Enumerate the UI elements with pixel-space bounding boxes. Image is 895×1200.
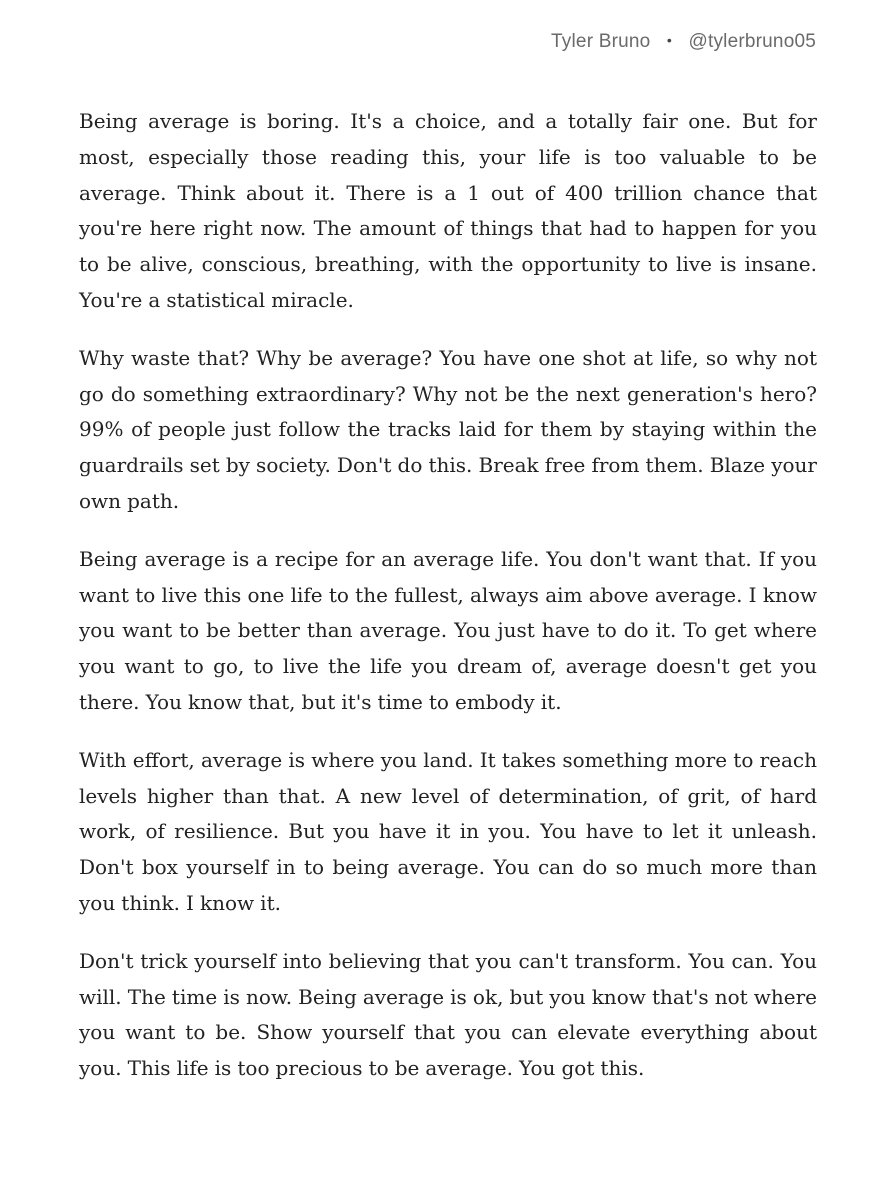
paragraph-1: Being average is boring. It's a choice, and a totally fair one. But for most, especially those reading this, your life is too valuable to be average. Think about it. There is a 1 out of 400 trillion chance that you're here right now. The amount of things that had to happen for you to be alive, conscious, breathing, with the opportunity to live is insane. You're a statistical miracle. <box>79 109 817 312</box>
author-name: Tyler Bruno <box>551 31 651 52</box>
author-handle: @tylerbruno05 <box>688 31 816 52</box>
paragraph-2: Why waste that? Why be average? You have one shot at life, so why not go do something extraordinary? Why not be the next generation's hero? 99% of people just follow the tracks laid for them by staying within the guardrails set by society. Don't do this. Break free from them. Blaze your own path. <box>79 345 817 513</box>
paragraph-3: Being average is a recipe for an average life. You don't want that. If you want to live this one life to the fullest, always aim above average. I know you want to be better than average. You just have to do it. To get where you want to go, to live the life you dream of, average doesn't get you there. You know that, but it's time to embody it. <box>79 546 817 714</box>
byline <box>551 31 816 53</box>
article-body <box>79 104 817 1109</box>
paragraph-4: With effort, average is where you land. It takes something more to reach levels higher than that. A new level of determination, of grit, of hard work, of resilience. But you have it in you. You have to let it unleash. Don't box yourself in to being average. You can do so much more than you think. I know it. <box>79 747 817 915</box>
paragraph-5: Don't trick yourself into believing that you can't transform. You can. You will. The time is now. Being average is ok, but you know that's not where you want to be. Show yourself that you can elevate everything about you. This life is too precious to be average. You got this. <box>79 948 817 1081</box>
byline-separator: • <box>666 32 672 48</box>
